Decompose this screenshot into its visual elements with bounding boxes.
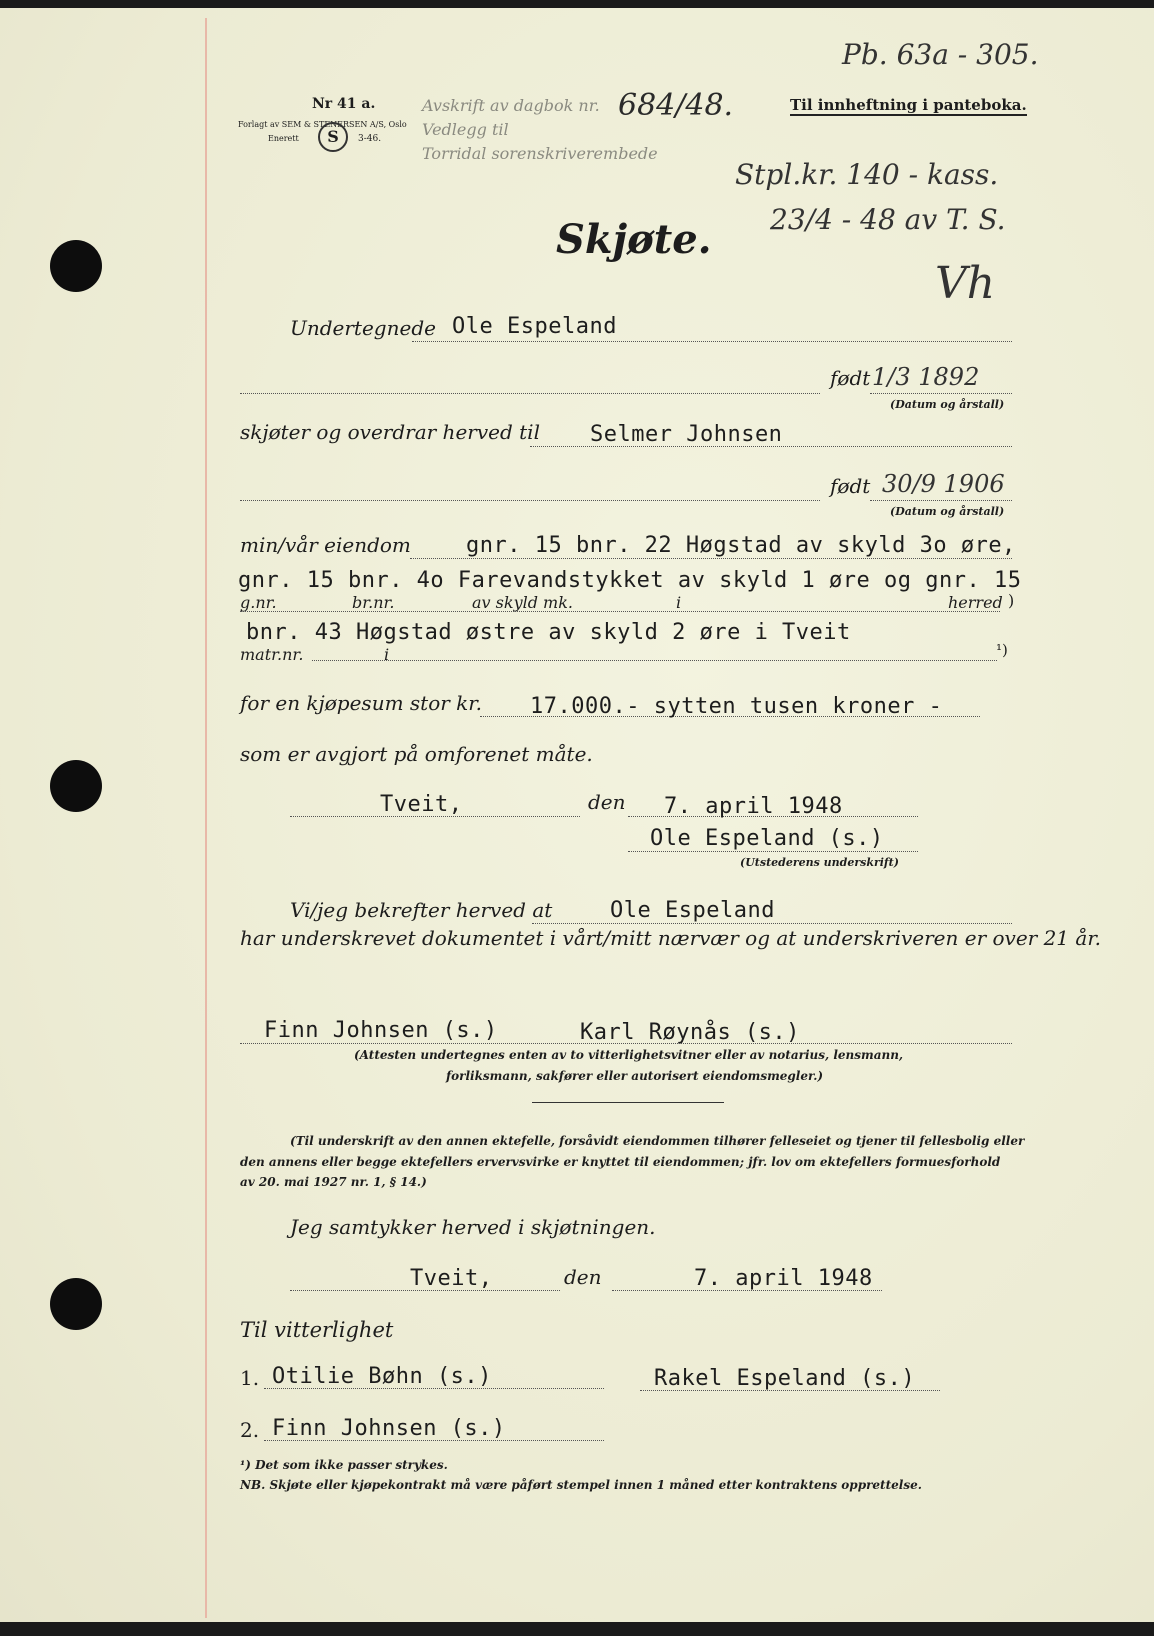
consent-text: Jeg samtykker herved i skjøtningen. <box>290 1215 656 1239</box>
attest-caption-2: forliksmann, sakfører eller autorisert eiendomsmegler.) <box>446 1069 824 1083</box>
witness-1-line <box>264 1388 604 1389</box>
confirm-text: har underskrevet dokumentet i vårt/mitt nærvær og at underskriveren er over 21 år. <box>240 926 1102 950</box>
punch-hole-middle <box>50 760 102 812</box>
undersigned-label: Undertegnede <box>290 316 436 340</box>
spouse-note-3: av 20. mai 1927 nr. 1, § 14.) <box>240 1175 427 1189</box>
witness-2-number: 2. <box>240 1418 260 1442</box>
born-label-1: født <box>830 366 871 390</box>
document-page <box>0 8 1154 1622</box>
property-text-3: bnr. 43 Høgstad østre av skyld 2 øre i Tveit <box>246 620 851 645</box>
place-1: Tveit, <box>380 792 463 817</box>
property-label: min/vår eiendom <box>240 533 411 557</box>
form-exclusive: Enerett <box>268 134 299 143</box>
witness-1-name: Otilie Bøhn (s.) <box>272 1364 492 1389</box>
date-caption-2: (Datum og årstall) <box>890 505 1005 518</box>
journal-number: 684/48. <box>618 88 734 123</box>
witness-a: Finn Johnsen (s.) <box>264 1018 498 1043</box>
confirm-line <box>532 923 1012 924</box>
property-text-1: gnr. 15 bnr. 22 Høgstad av skyld 3o øre, <box>466 533 1016 558</box>
born-label-2: født <box>830 474 871 498</box>
spouse-note-1: (Til underskrift av den annen ektefelle, forsåvidt eiendommen tilhører felleseiet og tjener til fellesbolig eller <box>290 1134 1025 1148</box>
transfer-label: skjøter og overdrar herved til <box>240 420 540 444</box>
seller-birthdate: 1/3 1892 <box>872 363 980 391</box>
date-1: 7. april 1948 <box>664 794 843 819</box>
divider <box>532 1102 724 1103</box>
punch-hole-bottom <box>50 1278 102 1330</box>
confirm-label: Vi/jeg bekrefter herved at <box>290 898 553 922</box>
witness-2-name: Finn Johnsen (s.) <box>272 1416 506 1441</box>
footnote-marker: ¹) <box>996 641 1008 659</box>
form-publisher: Forlagt av SEM & STENERSEN A/S, Oslo <box>238 120 407 129</box>
footnote-1: ¹) Det som ikke passer strykes. <box>240 1458 448 1472</box>
skyld-label: av skyld mk. <box>472 593 574 612</box>
seller-name: Ole Espeland <box>452 314 617 339</box>
property-line-1 <box>410 558 1012 559</box>
i-label-1: i <box>676 593 682 612</box>
buyer-birthdate: 30/9 1906 <box>882 470 1005 498</box>
price-value: 17.000.- sytten tusen kroner - <box>530 694 943 719</box>
born-line-2 <box>870 500 1012 501</box>
confirm-name: Ole Espeland <box>610 898 775 923</box>
property-line-2 <box>240 611 1000 612</box>
matr-label: matr.nr. <box>240 645 304 664</box>
document-title: Skjøte. <box>556 216 712 263</box>
witness-heading: Til vitterlighet <box>240 1318 394 1342</box>
issuer-signature: Ole Espeland (s.) <box>650 826 884 851</box>
stamp-fee-note: Stpl.kr. 140 - kass. <box>735 158 999 191</box>
margin-line <box>205 18 207 1618</box>
issuer-caption: (Utstederens underskrift) <box>740 856 899 869</box>
born-line-2-pre <box>240 500 820 501</box>
spouse-signature: Rakel Espeland (s.) <box>654 1366 916 1391</box>
born-line-1-pre <box>240 393 820 394</box>
gnr-label: g.nr. <box>240 593 277 612</box>
initials-signature: Vh <box>935 258 996 309</box>
form-number: Nr 41 a. <box>312 96 376 112</box>
brnr-label: br.nr. <box>352 593 395 612</box>
archive-reference: Pb. 63a - 305. <box>842 38 1039 71</box>
attach-note: Til innheftning i panteboka. <box>790 96 1027 114</box>
price-label: for en kjøpesum stor kr. <box>240 691 483 715</box>
stamp-line-1: Avskrift av dagbok nr. <box>422 96 600 115</box>
settled-text: som er avgjort på omforenet måte. <box>240 742 593 766</box>
herred-label: herred <box>948 593 1003 612</box>
herred-paren: ) <box>1008 591 1015 610</box>
witness-1-number: 1. <box>240 1366 260 1390</box>
publisher-logo: S <box>318 122 348 152</box>
witness-b: Karl Røynås (s.) <box>580 1020 800 1045</box>
i-label-2: i <box>384 645 390 664</box>
den-label-1: den <box>588 790 626 814</box>
stamp-line-2: Vedlegg til <box>422 120 509 139</box>
buyer-name: Selmer Johnsen <box>590 422 783 447</box>
property-line-3 <box>312 660 997 661</box>
undersigned-line <box>412 341 1012 342</box>
date-caption-1: (Datum og årstall) <box>890 398 1005 411</box>
stamp-fee-date: 23/4 - 48 av T. S. <box>770 203 1006 236</box>
issuer-line <box>628 851 918 852</box>
stamp-line-3: Torridal sorenskriverembede <box>422 144 658 163</box>
date-2: 7. april 1948 <box>694 1266 873 1291</box>
place-2: Tveit, <box>410 1266 493 1291</box>
punch-hole-top <box>50 240 102 292</box>
form-edition: 3-46. <box>358 134 382 144</box>
spouse-line <box>640 1390 940 1391</box>
born-line-1 <box>870 393 1012 394</box>
property-text-2: gnr. 15 bnr. 4o Farevandstykket av skyld 1 øre og gnr. 15 <box>238 568 1022 593</box>
spouse-note-2: den annens eller begge ektefellers ervervsvirke er knyttet til eiendommen; jfr. lov om ektefellers formuesforhold <box>240 1155 1001 1169</box>
den-label-2: den <box>564 1265 602 1289</box>
attest-caption-1: (Attesten undertegnes enten av to vitterlighetsvitner eller av notarius, lensmann, <box>354 1048 904 1062</box>
witness-2-line <box>264 1440 604 1441</box>
footnote-2: NB. Skjøte eller kjøpekontrakt må være påført stempel innen 1 måned etter kontraktens opprettelse. <box>240 1478 922 1492</box>
witness-line <box>240 1043 1012 1044</box>
